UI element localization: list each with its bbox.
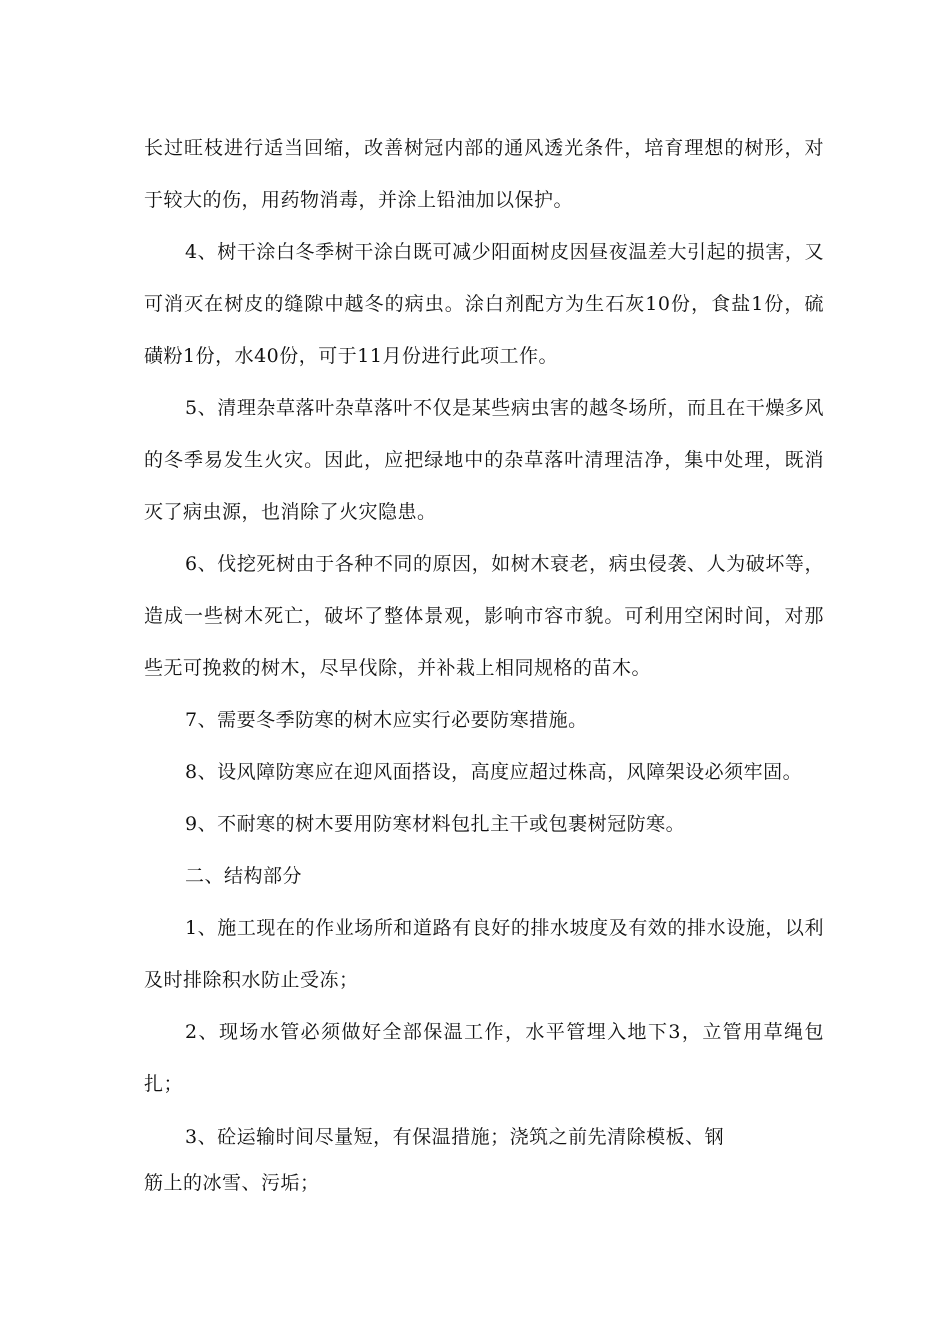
paragraph-item-5: 5、清理杂草落叶杂草落叶不仅是某些病虫害的越冬场所，而且在干燥多风的冬季易发生火灾。因此，应把绿地中的杂草落叶清理洁净，集中处理，既消灭了病虫源，也消除了火灾隐患。 [144, 397, 824, 523]
section-heading-structure: 二、结构部分 [185, 865, 303, 887]
paragraph-structure-2: 2、现场水管必须做好全部保温工作，水平管埋入地下3，立管用草绳包扎； [144, 1021, 824, 1095]
paragraph-structure-1: 1、施工现在的作业场所和道路有良好的排水坡度及有效的排水设施，以利及时排除积水防止受冻； [144, 917, 824, 991]
paragraph-structure-3-line-1: 3、砼运输时间尽量短，有保温措施；浇筑之前先清除模板、钢 [185, 1126, 725, 1148]
paragraph-structure-3-line-2: 筋上的冰雪、污垢； [144, 1172, 320, 1194]
paragraph-item-4: 4、树干涂白冬季树干涂白既可减少阳面树皮因昼夜温差大引起的损害，又可消灭在树皮的缝隙中越冬的病虫。涂白剂配方为生石灰10份，食盐1份，硫磺粉1份，水40份，可于11月份进行此项工作。 [144, 241, 824, 367]
paragraph-item-6: 6、伐挖死树由于各种不同的原因，如树木衰老，病虫侵袭、人为破坏等，造成一些树木死亡，破坏了整体景观，影响市容市貌。可利用空闲时间，对那些无可挽救的树木，尽早伐除，并补栽上相同规格的苗木。 [144, 553, 824, 679]
document-body [144, 122, 824, 1206]
paragraph-item-9: 9、不耐寒的树木要用防寒材料包扎主干或包裹树冠防寒。 [185, 813, 686, 835]
paragraph-item-8: 8、设风障防寒应在迎风面搭设，高度应超过株高，风障架设必须牢固。 [185, 761, 803, 783]
paragraph-continuation: 长过旺枝进行适当回缩，改善树冠内部的通风透光条件，培育理想的树形，对于较大的伤，用药物消毒，并涂上铅油加以保护。 [144, 137, 824, 211]
paragraph-item-7: 7、需要冬季防寒的树木应实行必要防寒措施。 [185, 709, 588, 731]
